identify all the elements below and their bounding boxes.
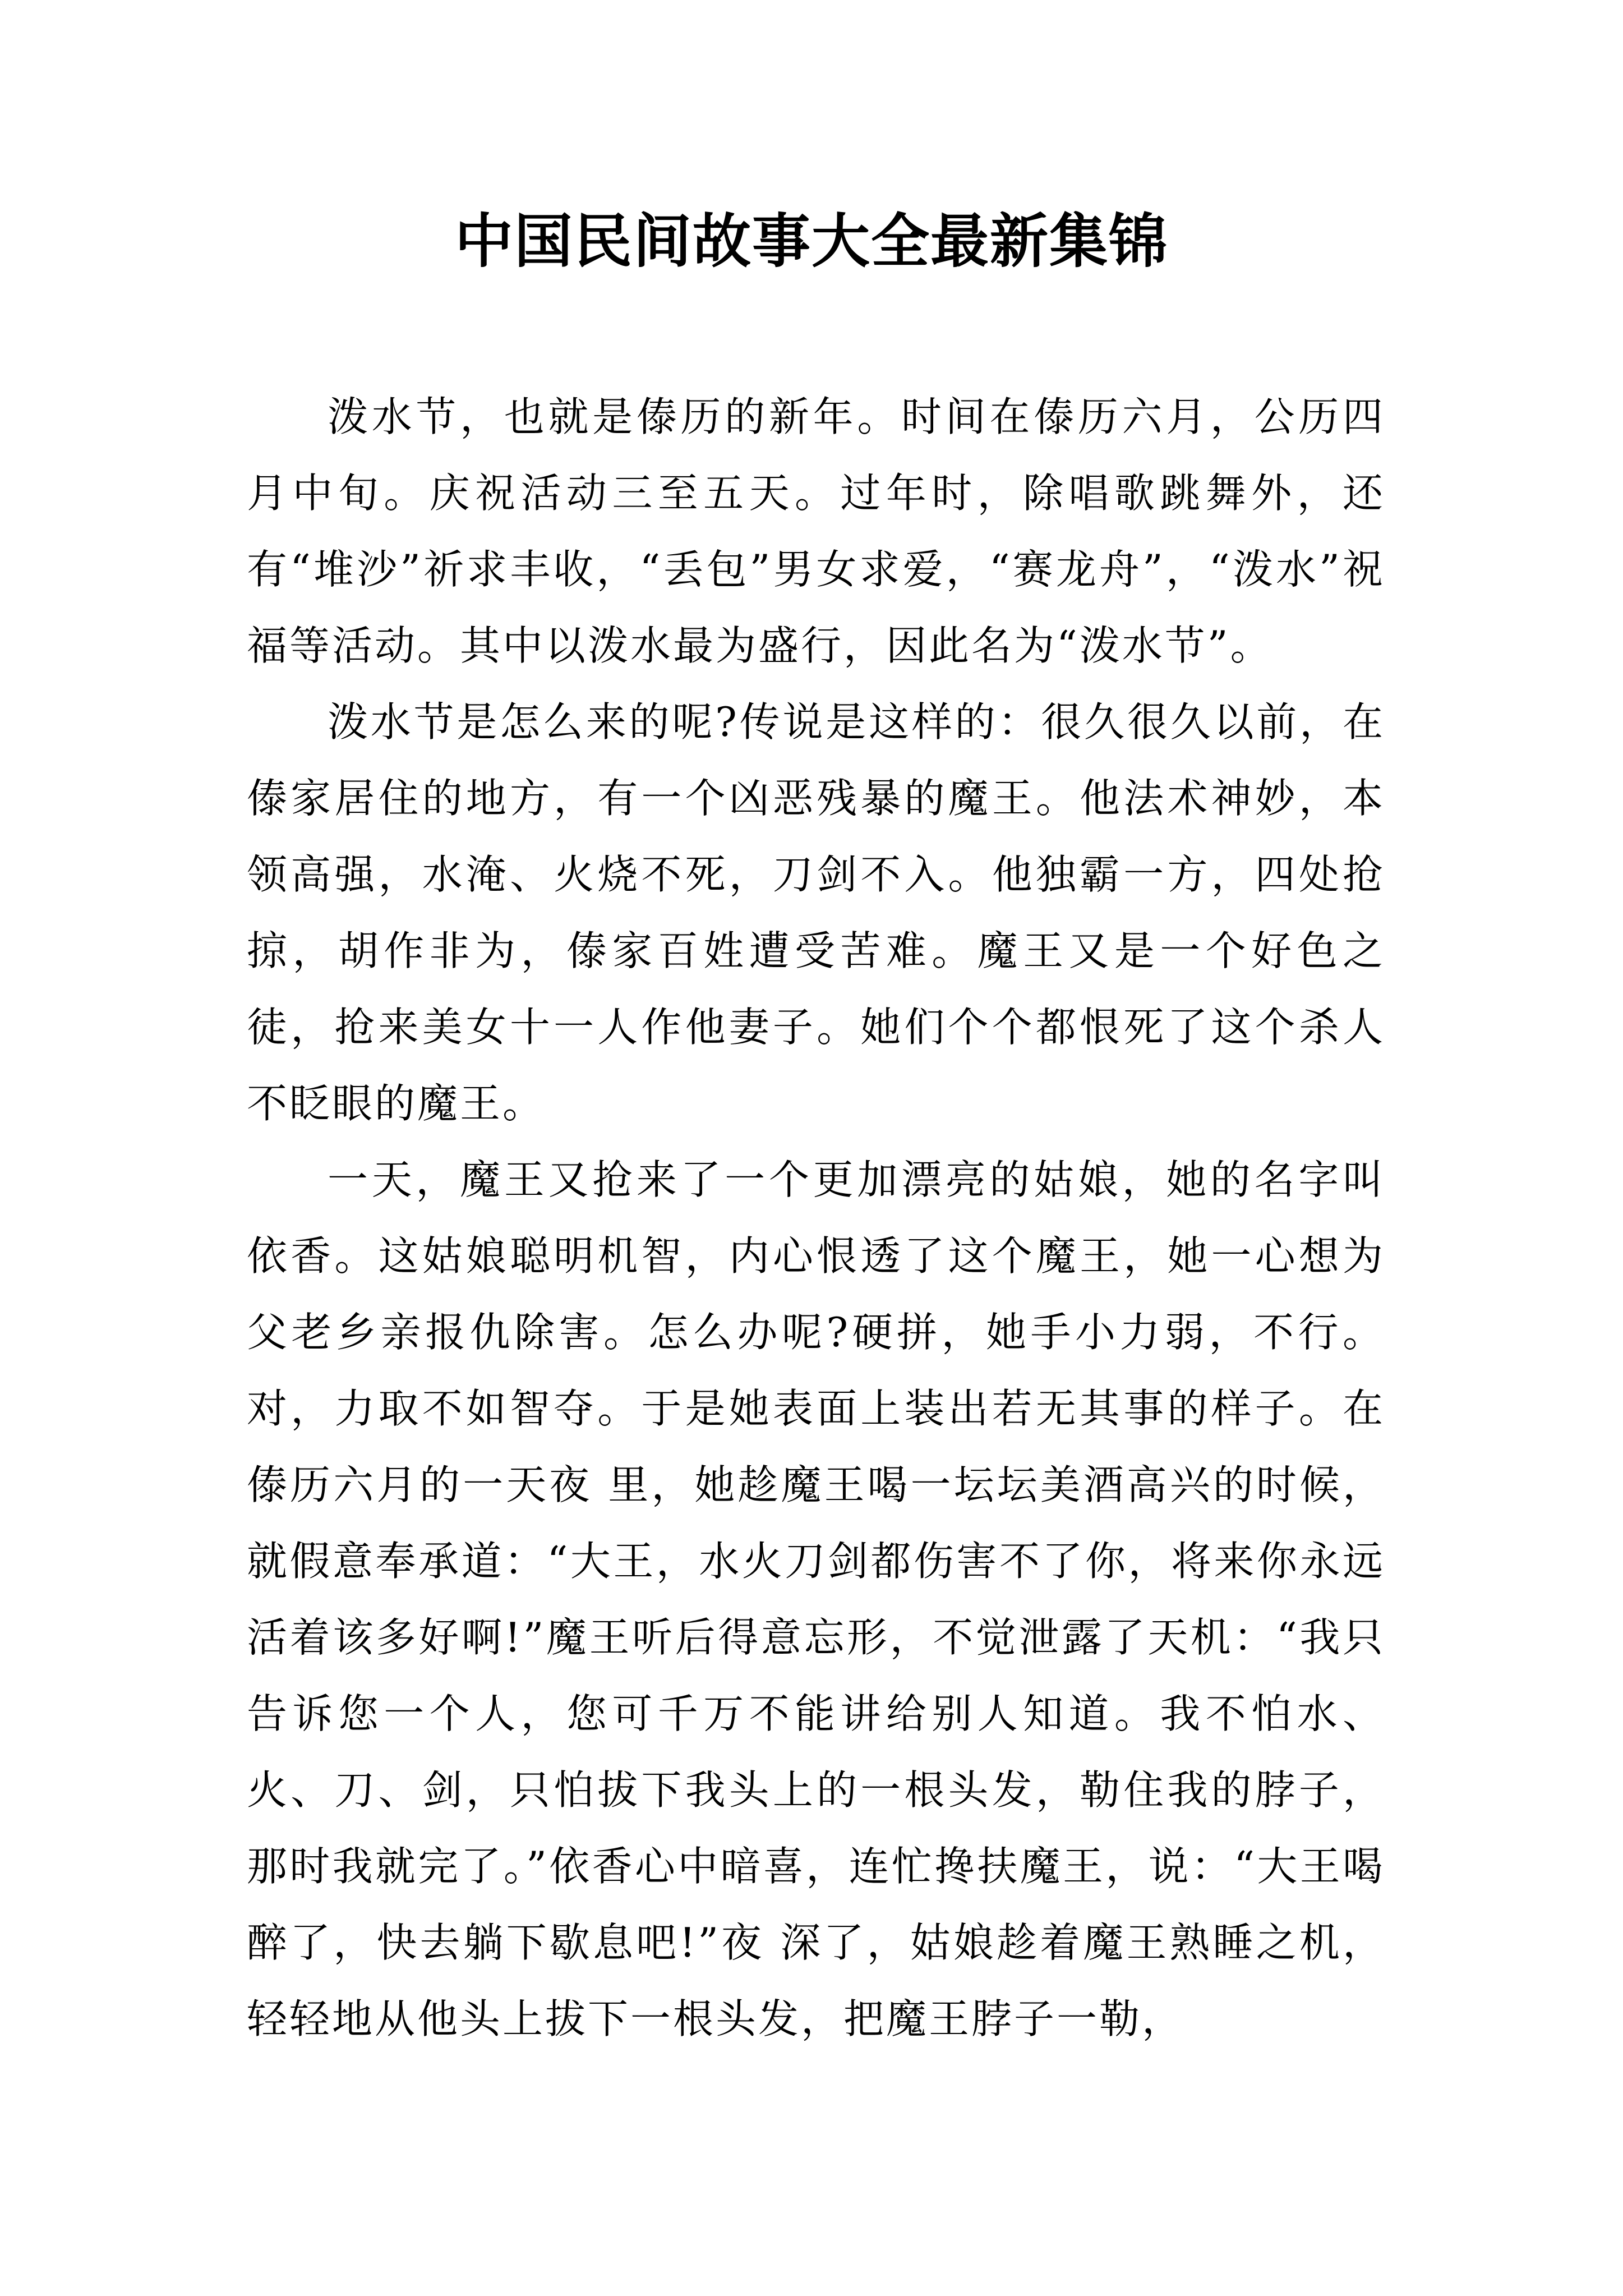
paragraph: 一天，魔王又抢来了一个更加漂亮的姑娘，她的名字叫依香。这姑娘聪明机智，内心恨透了这个魔王，她一心想为父老乡亲报仇除害。怎么办呢?硬拼，她手小力弱，不行。对，力取不如智夺。于是她表面上装出若无其事的样子。在傣历六月的一天夜 里，她趁魔王喝一坛坛美酒高兴的时候，就假意奉承道：“大王，水火刀剑都伤害不了你，将来你永远活着该多好啊!”魔王听后得意忘形，不觉泄露了天机：“我只告诉您一个人，您可千万不能讲给别人知道。我不怕水、火、刀、剑，只怕拔下我头上的一根头发，勒住我的脖子，那时我就完了。”依香心中暗喜，连忙搀扶魔王，说：“大王喝醉了，快去躺下歇息吧!”夜 深了，姑娘趁着魔王熟睡之机，轻轻地从他头上拔下一根头发，把魔王脖子一勒， bbox=[247, 1156, 1385, 2042]
paragraph: 泼水节，也就是傣历的新年。时间在傣历六月，公历四月中旬。庆祝活动三至五天。过年时，除唱歌跳舞外，还有“堆沙”祈求丰收，“丢包”男女求爱，“赛龙舟”，“泼水”祝福等活动。其中以泼水最为盛行，因此名为“泼水节”。 bbox=[247, 393, 1385, 669]
paragraph: 泼水节是怎么来的呢?传说是这样的：很久很久以前，在傣家居住的地方，有一个凶恶残暴的魔王。他法术神妙，本领高强，水淹、火烧不死，刀剑不入。他独霸一方，四处抢掠，胡作非为，傣家百姓遭受苦难。魔王又是一个好色之徒，抢来美女十一人作他妻子。她们个个都恨死了这个杀人不眨眼的魔王。 bbox=[247, 698, 1385, 1127]
document-body bbox=[247, 379, 1385, 2057]
document-title: 中国民间故事大全最新集锦 bbox=[454, 206, 1168, 275]
